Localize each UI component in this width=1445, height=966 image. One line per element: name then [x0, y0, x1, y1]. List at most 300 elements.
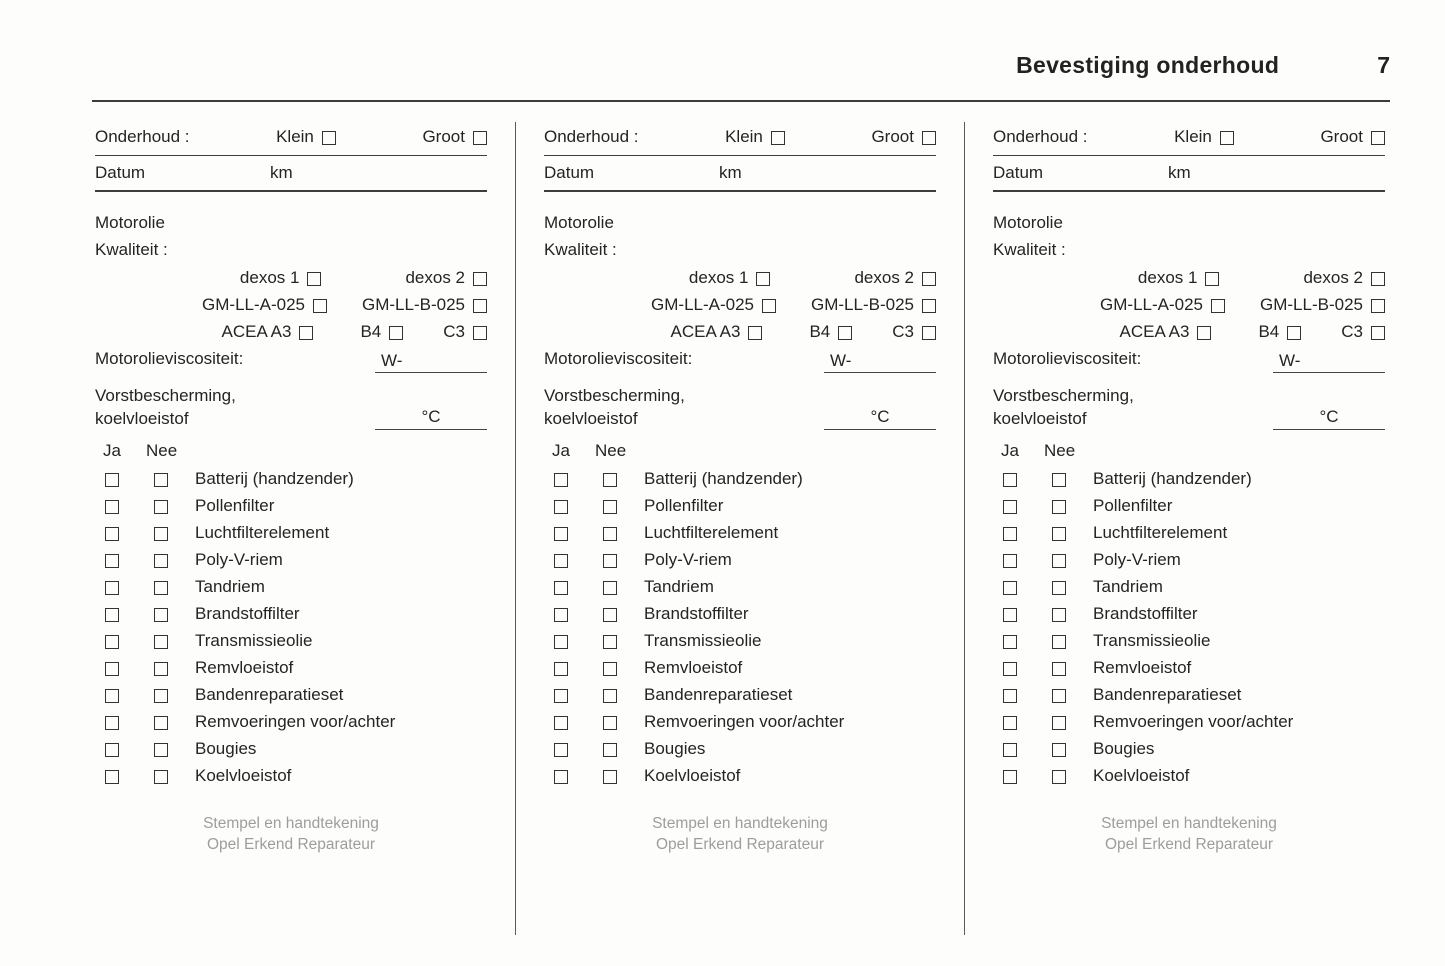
ja-label: Ja	[1001, 441, 1019, 460]
gm-ll-a-025-checkbox[interactable]	[762, 299, 776, 313]
groot-option	[422, 127, 487, 147]
nee-checkbox[interactable]	[603, 716, 617, 730]
oil-spec-row-1	[993, 264, 1385, 291]
ja-checkbox[interactable]	[105, 500, 119, 514]
nee-checkbox[interactable]	[603, 662, 617, 676]
dexos2-option	[1303, 268, 1385, 288]
acea-a3-option	[671, 322, 763, 342]
checklist-row	[993, 492, 1385, 519]
motorolie-heading	[544, 210, 936, 236]
dexos2-label: dexos 2	[854, 267, 914, 287]
checklist-row	[544, 708, 936, 735]
checklist-row	[544, 762, 936, 789]
gm-ll-b-025-checkbox[interactable]	[473, 299, 487, 313]
checklist-item-label: Bougies	[195, 738, 257, 758]
klein-option	[725, 127, 785, 147]
checklist-row	[95, 573, 487, 600]
checklist-row	[993, 654, 1385, 681]
stamp-area	[95, 813, 487, 855]
checklist-row	[993, 681, 1385, 708]
frost-protection-label	[95, 384, 236, 430]
nee-checkbox[interactable]	[154, 743, 168, 757]
ja-checkbox[interactable]	[105, 689, 119, 703]
checklist-item-label: Bougies	[644, 738, 706, 758]
datum-label: Datum	[544, 163, 595, 182]
klein-checkbox[interactable]	[322, 131, 336, 145]
nee-checkbox[interactable]	[603, 527, 617, 541]
nee-checkbox[interactable]	[154, 473, 168, 487]
temperature-blank-field[interactable]	[375, 407, 487, 430]
c3-checkbox[interactable]	[922, 326, 936, 340]
c3-option	[1341, 322, 1385, 342]
oil-spec-row-2	[993, 291, 1385, 318]
vorstbescherming-line2: koelvloeistof	[544, 409, 638, 428]
checklist-row	[993, 708, 1385, 735]
datum-label: Datum	[95, 163, 146, 182]
checklist-row	[993, 762, 1385, 789]
nee-label: Nee	[1043, 441, 1076, 460]
ja-checkbox[interactable]	[105, 716, 119, 730]
klein-checkbox[interactable]	[771, 131, 785, 145]
frost-protection-label	[993, 384, 1134, 430]
groot-label: Groot	[422, 127, 465, 146]
checklist-row	[993, 465, 1385, 492]
oil-spec-row-2	[544, 291, 936, 318]
ja-checkbox[interactable]	[105, 527, 119, 541]
stamp-line1: Stempel en handtekening	[203, 815, 379, 832]
ja-checkbox[interactable]	[105, 770, 119, 784]
c3-label: C3	[443, 321, 465, 341]
gm-ll-b-025-label: GM-LL-B-025	[362, 294, 465, 314]
checklist-item-label: Brandstoffilter	[1093, 603, 1198, 623]
service-type-row	[95, 122, 487, 156]
frost-protection-row	[993, 384, 1385, 430]
viscosity-label: Motorolieviscositeit:	[95, 349, 244, 368]
b4-checkbox[interactable]	[1287, 326, 1301, 340]
checklist-row	[993, 573, 1385, 600]
b4-option	[360, 322, 403, 342]
nee-checkbox[interactable]	[1052, 716, 1066, 730]
ja-checkbox[interactable]	[105, 635, 119, 649]
checklist-row	[95, 465, 487, 492]
ja-checkbox[interactable]	[554, 500, 568, 514]
dexos2-label: dexos 2	[1303, 267, 1363, 287]
checklist-row	[95, 519, 487, 546]
dexos1-label: dexos 1	[239, 267, 300, 287]
temperature-blank-field[interactable]	[824, 407, 936, 430]
ja-checkbox[interactable]	[554, 689, 568, 703]
kwaliteit-heading	[544, 236, 936, 264]
c3-option	[892, 322, 936, 342]
checklist-item-label: Batterij (handzender)	[195, 468, 354, 488]
ja-checkbox[interactable]	[1003, 527, 1017, 541]
nee-checkbox[interactable]	[1052, 608, 1066, 622]
motorolie-label: Motorolie	[95, 213, 165, 232]
dexos2-checkbox[interactable]	[473, 272, 487, 286]
nee-checkbox[interactable]	[603, 770, 617, 784]
date-km-row	[95, 156, 487, 192]
gm-ll-a-025-option	[1100, 295, 1225, 315]
ja-checkbox[interactable]	[1003, 716, 1017, 730]
checklist-item-label: Remvloeistof	[1093, 657, 1192, 677]
gm-ll-a-025-option	[651, 295, 776, 315]
nee-checkbox[interactable]	[154, 770, 168, 784]
nee-checkbox[interactable]	[1052, 554, 1066, 568]
ja-label: Ja	[103, 441, 121, 460]
service-type-row	[993, 122, 1385, 156]
checklist-item-label: Koelvloeistof	[195, 765, 292, 785]
groot-label: Groot	[1320, 127, 1363, 146]
checklist-row	[544, 627, 936, 654]
checklist-item-label: Remvoeringen voor/achter	[1093, 711, 1294, 731]
checklist-row	[993, 546, 1385, 573]
nee-checkbox[interactable]	[603, 581, 617, 595]
oil-spec-row-1	[95, 264, 487, 291]
km-label: km	[270, 163, 293, 182]
nee-checkbox[interactable]	[603, 554, 617, 568]
checklist-row	[544, 546, 936, 573]
ja-checkbox[interactable]	[1003, 662, 1017, 676]
dexos1-checkbox[interactable]	[756, 272, 770, 286]
ja-checkbox[interactable]	[554, 716, 568, 730]
checklist-row	[993, 600, 1385, 627]
gm-ll-b-025-option	[362, 295, 487, 315]
ja-checkbox[interactable]	[105, 743, 119, 757]
checklist-row	[544, 492, 936, 519]
ja-nee-header	[544, 437, 936, 465]
stamp-line1: Stempel en handtekening	[652, 815, 828, 832]
checklist-row	[95, 762, 487, 789]
kwaliteit-label: Kwaliteit :	[993, 240, 1066, 259]
checklist-row	[544, 519, 936, 546]
nee-checkbox[interactable]	[1052, 581, 1066, 595]
checklist-item-label: Luchtfilterelement	[644, 522, 779, 542]
page-number: 7	[1377, 52, 1390, 78]
acea-a3-checkbox[interactable]	[748, 326, 762, 340]
checklist-row	[95, 708, 487, 735]
ja-checkbox[interactable]	[105, 581, 119, 595]
kwaliteit-label: Kwaliteit :	[544, 240, 617, 259]
c3-option	[443, 322, 487, 342]
ja-checkbox[interactable]	[554, 554, 568, 568]
checklist-row	[544, 600, 936, 627]
checklist-row	[544, 681, 936, 708]
service-forms	[95, 122, 1385, 935]
checklist-item-label: Pollenfilter	[644, 495, 724, 515]
checklist-item-label: Transmissieolie	[1093, 630, 1211, 650]
klein-option	[276, 127, 336, 147]
dexos1-option	[240, 268, 322, 288]
checklist-row	[95, 627, 487, 654]
viscosity-row	[993, 345, 1385, 375]
b4-label: B4	[809, 321, 831, 341]
c3-checkbox[interactable]	[473, 326, 487, 340]
gm-ll-a-025-option	[202, 295, 327, 315]
header-divider	[92, 100, 1390, 102]
viscosity-prefix: W-	[830, 351, 852, 370]
ja-checkbox[interactable]	[554, 743, 568, 757]
gm-ll-b-025-checkbox[interactable]	[1371, 299, 1385, 313]
checklist-row	[95, 681, 487, 708]
b4-checkbox[interactable]	[389, 326, 403, 340]
b4-label: B4	[360, 321, 382, 341]
stamp-line2: Opel Erkend Reparateur	[655, 836, 824, 853]
checklist-item-label: Pollenfilter	[1093, 495, 1173, 515]
gm-ll-a-025-checkbox[interactable]	[313, 299, 327, 313]
viscosity-row	[544, 345, 936, 375]
groot-option	[1320, 127, 1385, 147]
service-form-2	[544, 122, 936, 935]
ja-checkbox[interactable]	[105, 662, 119, 676]
acea-a3-label: ACEA A3	[670, 321, 741, 341]
checklist-row	[95, 735, 487, 762]
vorstbescherming-line2: koelvloeistof	[993, 409, 1087, 428]
ja-checkbox[interactable]	[554, 662, 568, 676]
checklist-item-label: Poly-V-riem	[195, 549, 283, 569]
checklist-item-label: Bandenreparatieset	[644, 684, 793, 704]
groot-option	[871, 127, 936, 147]
acea-a3-label: ACEA A3	[1119, 321, 1190, 341]
stamp-area	[993, 813, 1385, 855]
checklist-item-label: Batterij (handzender)	[644, 468, 803, 488]
nee-checkbox[interactable]	[154, 689, 168, 703]
checklist-item-label: Remvoeringen voor/achter	[195, 711, 396, 731]
ja-checkbox[interactable]	[105, 473, 119, 487]
nee-checkbox[interactable]	[603, 473, 617, 487]
nee-checkbox[interactable]	[154, 500, 168, 514]
groot-checkbox[interactable]	[1371, 131, 1385, 145]
nee-checkbox[interactable]	[1052, 473, 1066, 487]
checklist-row	[95, 546, 487, 573]
viscosity-blank-field[interactable]	[824, 351, 936, 373]
b4-checkbox[interactable]	[838, 326, 852, 340]
ja-checkbox[interactable]	[1003, 635, 1017, 649]
km-label: km	[719, 163, 742, 182]
gm-ll-b-025-option	[1260, 295, 1385, 315]
nee-checkbox[interactable]	[154, 608, 168, 622]
ja-checkbox[interactable]	[554, 770, 568, 784]
checklist-row	[544, 573, 936, 600]
ja-checkbox[interactable]	[554, 635, 568, 649]
acea-a3-checkbox[interactable]	[1197, 326, 1211, 340]
ja-checkbox[interactable]	[1003, 743, 1017, 757]
ja-checkbox[interactable]	[1003, 473, 1017, 487]
nee-checkbox[interactable]	[154, 554, 168, 568]
checklist-item-label: Tandriem	[644, 576, 714, 596]
celsius-unit: °C	[870, 407, 890, 426]
viscosity-blank-field[interactable]	[375, 351, 487, 373]
nee-checkbox[interactable]	[154, 716, 168, 730]
vorstbescherming-line1: Vorstbescherming,	[95, 386, 236, 405]
nee-checkbox[interactable]	[603, 608, 617, 622]
stamp-line2: Opel Erkend Reparateur	[206, 836, 375, 853]
service-form-1	[95, 122, 487, 935]
checklist-row	[95, 600, 487, 627]
gm-ll-a-025-checkbox[interactable]	[1211, 299, 1225, 313]
oil-spec-row-3	[544, 318, 936, 345]
nee-label: Nee	[145, 441, 178, 460]
ja-checkbox[interactable]	[105, 608, 119, 622]
column-divider	[515, 122, 516, 935]
oil-spec-row-3	[993, 318, 1385, 345]
c3-checkbox[interactable]	[1371, 326, 1385, 340]
ja-checkbox[interactable]	[554, 581, 568, 595]
date-km-row	[993, 156, 1385, 192]
checklist-item-label: Poly-V-riem	[644, 549, 732, 569]
checklist-item-label: Brandstoffilter	[195, 603, 300, 623]
nee-checkbox[interactable]	[1052, 770, 1066, 784]
checklist-item-label: Pollenfilter	[195, 495, 275, 515]
checklist-item-label: Brandstoffilter	[644, 603, 749, 623]
kwaliteit-label: Kwaliteit :	[95, 240, 168, 259]
vorstbescherming-line2: koelvloeistof	[95, 409, 189, 428]
stamp-area	[544, 813, 936, 855]
ja-checkbox[interactable]	[1003, 581, 1017, 595]
groot-checkbox[interactable]	[473, 131, 487, 145]
checklist-row	[544, 654, 936, 681]
ja-checkbox[interactable]	[554, 527, 568, 541]
checklist-item-label: Koelvloeistof	[644, 765, 741, 785]
temperature-blank-field[interactable]	[1273, 407, 1385, 430]
ja-checkbox[interactable]	[554, 473, 568, 487]
dexos1-checkbox[interactable]	[307, 272, 321, 286]
stamp-line1: Stempel en handtekening	[1101, 815, 1277, 832]
onderhoud-label: Onderhoud :	[95, 127, 190, 146]
checklist-item-label: Tandriem	[195, 576, 265, 596]
viscosity-label: Motorolieviscositeit:	[544, 349, 693, 368]
acea-a3-option	[222, 322, 314, 342]
dexos2-label: dexos 2	[405, 267, 465, 287]
service-form-3	[993, 122, 1385, 935]
nee-checkbox[interactable]	[603, 743, 617, 757]
acea-a3-label: ACEA A3	[221, 321, 292, 341]
checklist-item-label: Bougies	[1093, 738, 1155, 758]
nee-checkbox[interactable]	[1052, 662, 1066, 676]
klein-label: Klein	[276, 127, 314, 146]
ja-checkbox[interactable]	[1003, 500, 1017, 514]
nee-checkbox[interactable]	[1052, 500, 1066, 514]
checklist-item-label: Remvoeringen voor/achter	[644, 711, 845, 731]
nee-checkbox[interactable]	[154, 527, 168, 541]
viscosity-label: Motorolieviscositeit:	[993, 349, 1142, 368]
checklist-item-label: Remvloeistof	[195, 657, 294, 677]
gm-ll-a-025-label: GM-LL-A-025	[651, 294, 755, 314]
celsius-unit: °C	[1319, 407, 1339, 426]
ja-checkbox[interactable]	[105, 554, 119, 568]
b4-label: B4	[1258, 321, 1280, 341]
checklist-item-label: Luchtfilterelement	[195, 522, 330, 542]
viscosity-blank-field[interactable]	[1273, 351, 1385, 373]
gm-ll-a-025-label: GM-LL-A-025	[1100, 294, 1204, 314]
gm-ll-b-025-option	[811, 295, 936, 315]
c3-label: C3	[1341, 321, 1363, 341]
checklist-row	[993, 627, 1385, 654]
checklist-item-label: Remvloeistof	[644, 657, 743, 677]
nee-checkbox[interactable]	[603, 689, 617, 703]
nee-checkbox[interactable]	[154, 581, 168, 595]
celsius-unit: °C	[421, 407, 441, 426]
checklist-row	[95, 654, 487, 681]
ja-checkbox[interactable]	[1003, 689, 1017, 703]
checklist-item-label: Tandriem	[1093, 576, 1163, 596]
dexos2-option	[854, 268, 936, 288]
nee-checkbox[interactable]	[154, 662, 168, 676]
datum-label: Datum	[993, 163, 1044, 182]
klein-label: Klein	[725, 127, 763, 146]
groot-checkbox[interactable]	[922, 131, 936, 145]
b4-option	[809, 322, 852, 342]
checklist-item-label: Batterij (handzender)	[1093, 468, 1252, 488]
nee-checkbox[interactable]	[603, 500, 617, 514]
dexos1-option	[689, 268, 771, 288]
nee-checkbox[interactable]	[1052, 527, 1066, 541]
motorolie-label: Motorolie	[993, 213, 1063, 232]
frost-protection-label	[544, 384, 685, 430]
viscosity-prefix: W-	[381, 351, 403, 370]
ja-checkbox[interactable]	[1003, 554, 1017, 568]
motorolie-heading	[993, 210, 1385, 236]
checklist-item-label: Bandenreparatieset	[195, 684, 344, 704]
nee-checkbox[interactable]	[154, 635, 168, 649]
dexos2-checkbox[interactable]	[922, 272, 936, 286]
dexos1-label: dexos 1	[688, 267, 749, 287]
service-type-row	[544, 122, 936, 156]
kwaliteit-heading	[993, 236, 1385, 264]
gm-ll-a-025-label: GM-LL-A-025	[202, 294, 306, 314]
b4-option	[1258, 322, 1301, 342]
nee-checkbox[interactable]	[603, 635, 617, 649]
nee-checkbox[interactable]	[1052, 689, 1066, 703]
checklist-row	[544, 465, 936, 492]
ja-checkbox[interactable]	[1003, 608, 1017, 622]
dexos1-label: dexos 1	[1137, 267, 1198, 287]
onderhoud-label: Onderhoud :	[993, 127, 1088, 146]
motorolie-heading	[95, 210, 487, 236]
checklist-item-label: Transmissieolie	[195, 630, 313, 650]
onderhoud-label: Onderhoud :	[544, 127, 639, 146]
gm-ll-b-025-checkbox[interactable]	[922, 299, 936, 313]
nee-checkbox[interactable]	[1052, 743, 1066, 757]
c3-label: C3	[892, 321, 914, 341]
nee-checkbox[interactable]	[1052, 635, 1066, 649]
acea-a3-checkbox[interactable]	[299, 326, 313, 340]
viscosity-row	[95, 345, 487, 375]
ja-checkbox[interactable]	[1003, 770, 1017, 784]
checklist-row	[95, 492, 487, 519]
ja-nee-header	[993, 437, 1385, 465]
klein-checkbox[interactable]	[1220, 131, 1234, 145]
checklist-item-label: Koelvloeistof	[1093, 765, 1190, 785]
checklist-item-label: Transmissieolie	[644, 630, 762, 650]
checklist-row	[544, 735, 936, 762]
oil-spec-row-2	[95, 291, 487, 318]
acea-a3-option	[1120, 322, 1212, 342]
ja-checkbox[interactable]	[554, 608, 568, 622]
gm-ll-b-025-label: GM-LL-B-025	[811, 294, 914, 314]
dexos2-checkbox[interactable]	[1371, 272, 1385, 286]
dexos2-option	[405, 268, 487, 288]
dexos1-checkbox[interactable]	[1205, 272, 1219, 286]
checklist-item-label: Poly-V-riem	[1093, 549, 1181, 569]
klein-option	[1174, 127, 1234, 147]
km-label: km	[1168, 163, 1191, 182]
motorolie-label: Motorolie	[544, 213, 614, 232]
ja-label: Ja	[552, 441, 570, 460]
groot-label: Groot	[871, 127, 914, 146]
stamp-line2: Opel Erkend Reparateur	[1104, 836, 1273, 853]
page-header	[95, 52, 1390, 79]
checklist-item-label: Bandenreparatieset	[1093, 684, 1242, 704]
